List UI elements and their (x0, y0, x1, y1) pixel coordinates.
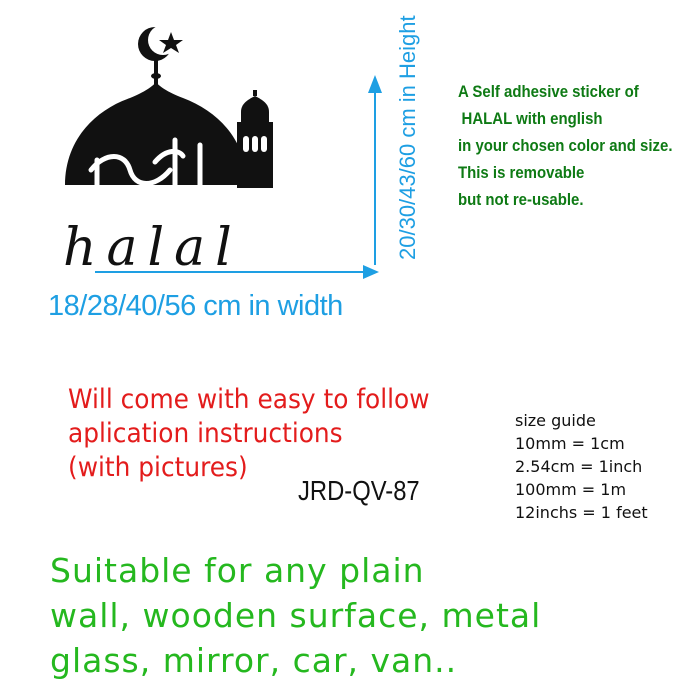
suitable-line: glass, mirror, car, van.. (50, 641, 458, 680)
instructions-line: Will come with easy to follow (68, 384, 430, 415)
crescent-star-icon (138, 25, 183, 88)
suitable-line: wall, wooden surface, metal (50, 596, 542, 635)
height-arrow-icon (360, 75, 390, 265)
size-guide-title: size guide (515, 411, 596, 430)
description-line: This is removable (458, 163, 585, 182)
width-dimension-text: 18/28/40/56 cm in width (48, 290, 343, 322)
suitable-line: Suitable for any plain (50, 551, 425, 590)
description-line: HALAL with english (461, 109, 603, 128)
minaret-icon (237, 90, 273, 188)
width-arrow-icon (95, 262, 380, 282)
product-code: JRD-QV-87 (298, 475, 420, 506)
height-dimension-text: 20/30/43/60 cm in Height (395, 15, 420, 260)
size-guide (515, 409, 648, 524)
halal-wordmark: halal (63, 218, 242, 278)
size-guide-item: 12inchs = 1 feet (515, 503, 648, 522)
product-description (458, 78, 672, 213)
instructions-line: aplication instructions (68, 418, 343, 449)
size-guide-item: 2.54cm = 1inch (515, 457, 643, 476)
description-line: A Self adhesive sticker of (458, 82, 639, 101)
size-guide-item: 100mm = 1m (515, 480, 627, 499)
description-line: in your chosen color and size. (458, 136, 673, 155)
size-guide-item: 10mm = 1cm (515, 434, 625, 453)
instructions-line: (with pictures) (68, 452, 248, 483)
suitable-surfaces-text (50, 548, 541, 683)
halal-mosque-logo (55, 20, 295, 280)
application-instructions-note (68, 383, 430, 485)
description-line: but not re-usable. (458, 190, 584, 209)
